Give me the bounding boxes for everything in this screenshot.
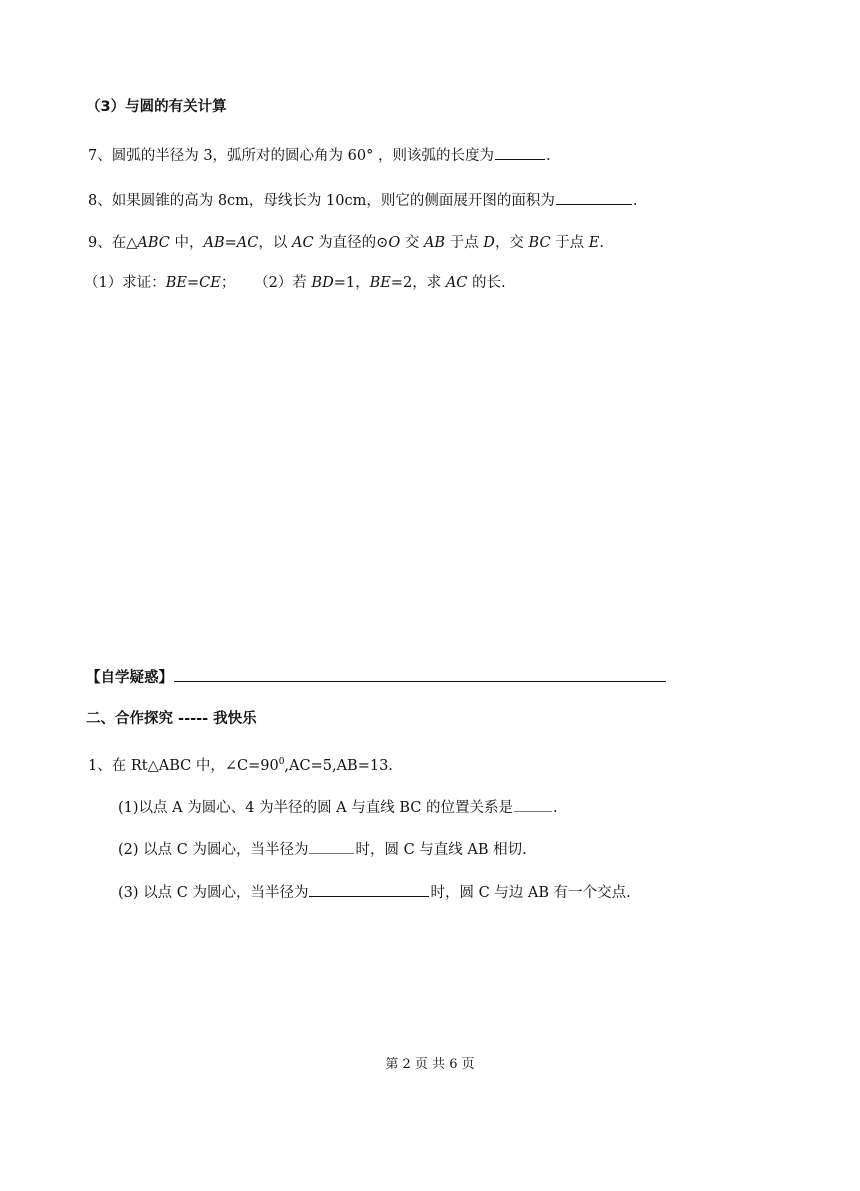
q9-part: O — [388, 235, 401, 251]
part-3-text: (3) 以点 C 为圆心，当半径为 — [118, 885, 309, 901]
question-8-text: 8、如果圆锥的高为 8cm，母线长为 10cm，则它的侧面展开图的面积为 — [88, 193, 555, 209]
q9-part: = — [224, 235, 237, 251]
part-1-end: . — [553, 800, 558, 816]
answer-blank — [514, 797, 552, 812]
q9-part: BC — [528, 235, 551, 251]
q9-sub-text: =2，求 — [390, 275, 446, 291]
q9-part: 交 — [400, 235, 424, 251]
part-two-title: 二、合作探究 ----- 我快乐 — [86, 711, 257, 727]
problem-1-part-1 — [118, 797, 558, 818]
q9-sub-2 — [261, 275, 505, 291]
question-9 — [88, 233, 604, 253]
question-8 — [88, 190, 637, 211]
problem-1-part-3 — [118, 882, 631, 903]
q9-part: 于点 — [550, 235, 589, 251]
q9-sub-text: AC — [445, 275, 468, 291]
q9-part: AC — [236, 235, 259, 251]
q9-part: E — [588, 235, 600, 251]
self-study-doubts — [86, 665, 667, 688]
q9-part: ，以 — [258, 235, 292, 251]
q9-sub-text: BD — [311, 275, 334, 291]
section-title: （3）与圆的有关计算 — [86, 99, 227, 115]
problem-1-part-2 — [118, 839, 527, 860]
q9-sub-text: BE — [165, 275, 187, 291]
q9-part: 中， — [169, 235, 204, 251]
q9-part: . — [599, 235, 604, 251]
q9-part: AB — [423, 235, 446, 251]
question-7-end: . — [545, 148, 551, 164]
q9-part: 为直径的⊙ — [313, 235, 389, 251]
q9-part: AC — [291, 235, 314, 251]
problem-1 — [88, 752, 393, 776]
q9-part: ABC — [137, 235, 170, 251]
part-1-text: (1)以点 A 为圆心、4 为半径的圆 A 与直线 BC 的位置关系是 — [118, 800, 513, 816]
question-8-end: . — [632, 193, 638, 209]
q9-sub-text: （2）若 — [261, 275, 312, 291]
q9-part: ，交 — [494, 235, 529, 251]
q9-sub-text: = — [186, 275, 200, 291]
q9-part: AB — [203, 235, 225, 251]
doubts-label: 【自学疑惑】 — [86, 670, 173, 686]
problem-1-text: ,AC=5,AB=13. — [284, 757, 393, 774]
page-footer: 第 2 页 共 6 页 — [385, 1057, 475, 1072]
q9-sub-text: ； — [220, 275, 236, 291]
q9-sub-text: =1， — [333, 275, 370, 291]
question-7 — [88, 145, 551, 166]
q9-part: 于点 — [445, 235, 484, 251]
doubts-blank — [174, 665, 666, 682]
degree-superscript: 0 — [278, 757, 285, 767]
question-7-text: 7、圆弧的半径为 3，弧所对的圆心角为 60° ，则该弧的长度为 — [88, 148, 494, 164]
answer-blank — [309, 839, 354, 854]
part-2-text: (2) 以点 C 为圆心，当半径为 — [118, 842, 309, 858]
q9-sub-text: （1）求证： — [84, 275, 166, 291]
part-2-text: 时，圆 C 与直线 AB 相切. — [355, 842, 527, 858]
q9-sub-text: 的长. — [467, 275, 506, 291]
question-9-subparts — [84, 273, 506, 293]
problem-1-text: 1、在 Rt△ABC 中，∠C=90 — [88, 757, 279, 774]
q9-sub-1 — [84, 275, 235, 291]
part-3-text: 时，圆 C 与边 AB 有一个交点. — [430, 885, 631, 901]
q9-part: 9、在△ — [88, 235, 138, 251]
answer-blank — [556, 190, 632, 205]
q9-sub-text: CE — [199, 275, 221, 291]
q9-sub-text: BE — [369, 275, 391, 291]
q9-part: D — [483, 235, 495, 251]
answer-blank — [495, 145, 545, 160]
answer-blank — [309, 882, 429, 897]
